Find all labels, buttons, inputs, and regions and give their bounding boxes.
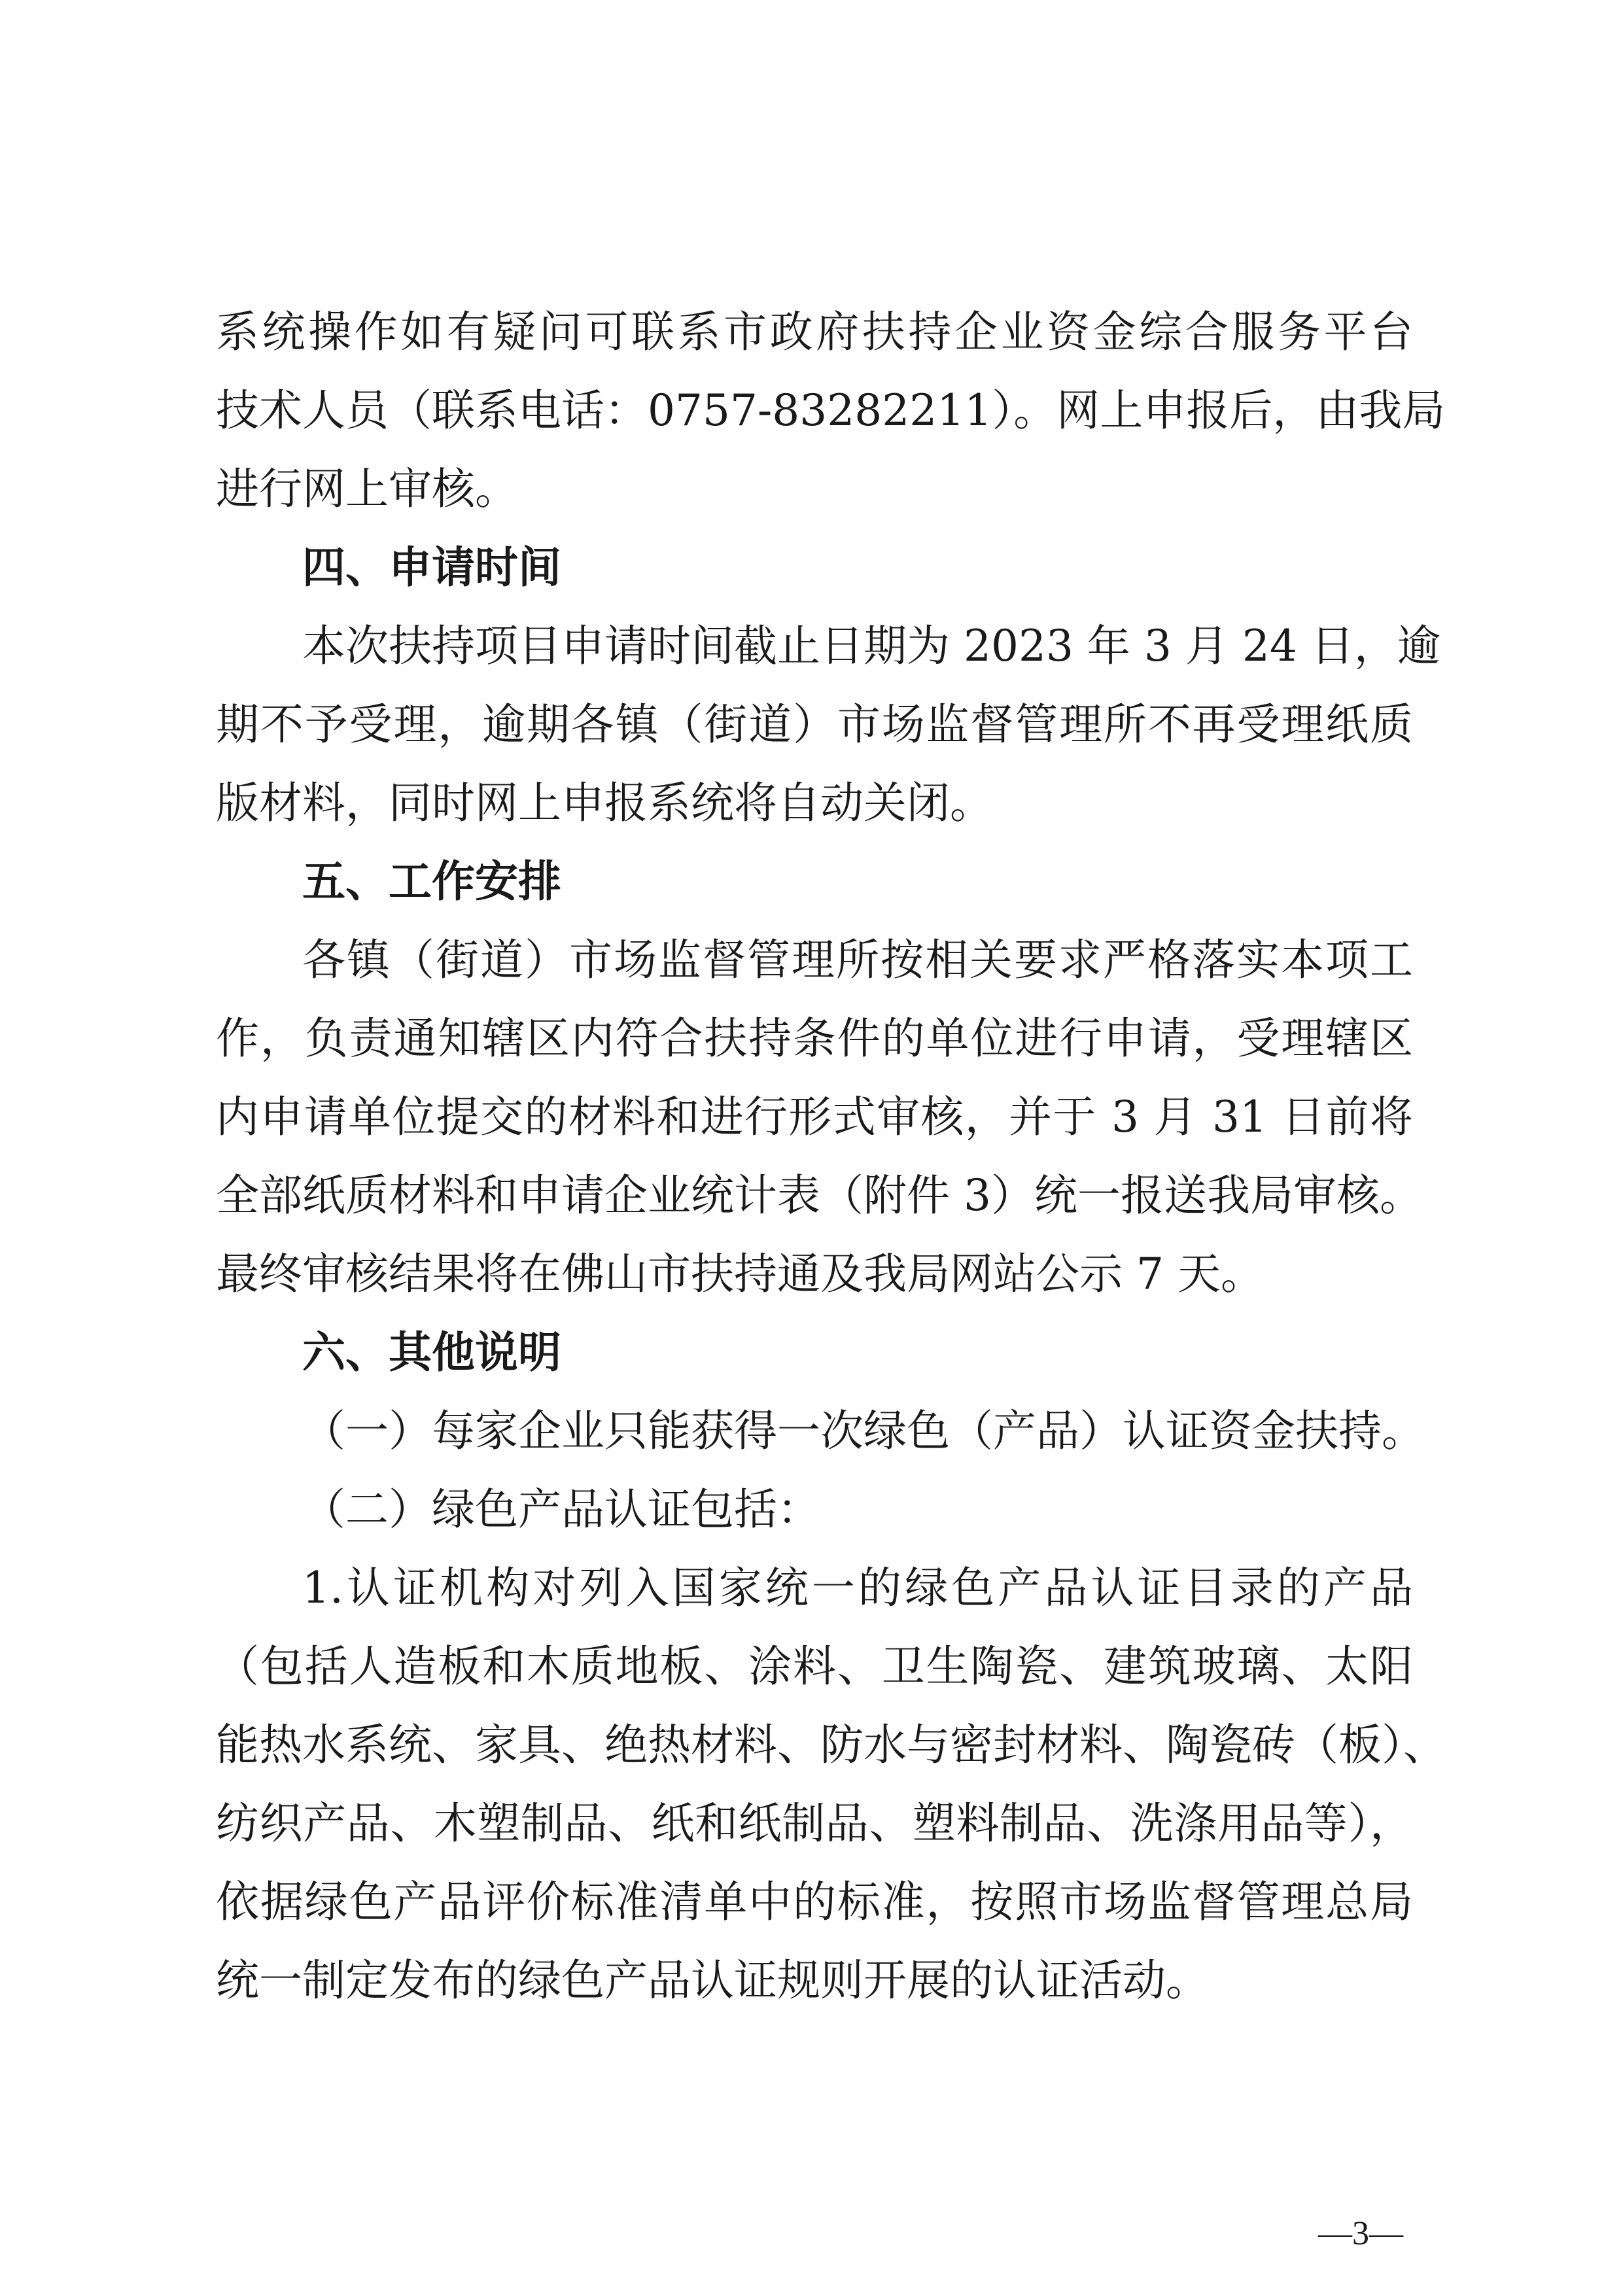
paragraph-line: 系统操作如有疑问可联系市政府扶持企业资金综合服务平台 [216, 307, 1413, 357]
section-heading-application-time: 四、申请时间 [302, 542, 561, 593]
paragraph-line: （一）每家企业只能获得一次绿色（产品）认证资金扶持。 [302, 1406, 1425, 1456]
document-body [216, 293, 1446, 2020]
paragraph-line: 1.认证机构对列入国家统一的绿色产品认证目录的产品 [302, 1563, 1413, 1613]
paragraph-line: （包括人造板和木质地板、涂料、卫生陶瓷、建筑玻璃、太阳 [216, 1641, 1413, 1692]
paragraph-line: 作，负责通知辖区内符合扶持条件的单位进行申请，受理辖区 [216, 1013, 1413, 1064]
page-number: —3— [1318, 2215, 1403, 2252]
paragraph-line: 技术人员（联系电话：0757-83282211）。网上申报后，由我局 [216, 385, 1446, 436]
paragraph-line: 全部纸质材料和申请企业统计表（附件 3）统一报送我局审核。 [216, 1170, 1423, 1221]
section-heading-other-notes: 六、其他说明 [302, 1327, 561, 1378]
paragraph-line: 依据绿色产品评价标准清单中的标准，按照市场监督管理总局 [216, 1877, 1413, 1927]
paragraph-line: 进行网上审核。 [216, 464, 518, 514]
paragraph-line: 统一制定发布的绿色产品认证规则开展的认证活动。 [216, 1955, 1209, 2006]
paragraph-line: 各镇（街道）市场监督管理所按相关要求严格落实本项工 [302, 935, 1413, 985]
paragraph-line: 本次扶持项目申请时间截止日期为 2023 年 3 月 24 日，逾 [302, 621, 1440, 671]
paragraph-line: 最终审核结果将在佛山市扶持通及我局网站公示 7 天。 [216, 1249, 1264, 1299]
paragraph-line: 版材料，同时网上申报系统将自动关闭。 [216, 778, 993, 828]
paragraph-line: 期不予受理，逾期各镇（街道）市场监督管理所不再受理纸质 [216, 699, 1413, 750]
paragraph-line: 能热水系统、家具、绝热材料、防水与密封材料、陶瓷砖（板）、 [216, 1720, 1446, 1770]
paragraph-line: （二）绿色产品认证包括： [302, 1484, 820, 1535]
section-heading-work-arrangement: 五、工作安排 [302, 856, 561, 907]
paragraph-line: 内申请单位提交的材料和进行形式审核，并于 3 月 31 日前将 [216, 1092, 1413, 1142]
paragraph-line: 纺织产品、木塑制品、纸和纸制品、塑料制品、洗涤用品等）， [216, 1798, 1413, 1849]
